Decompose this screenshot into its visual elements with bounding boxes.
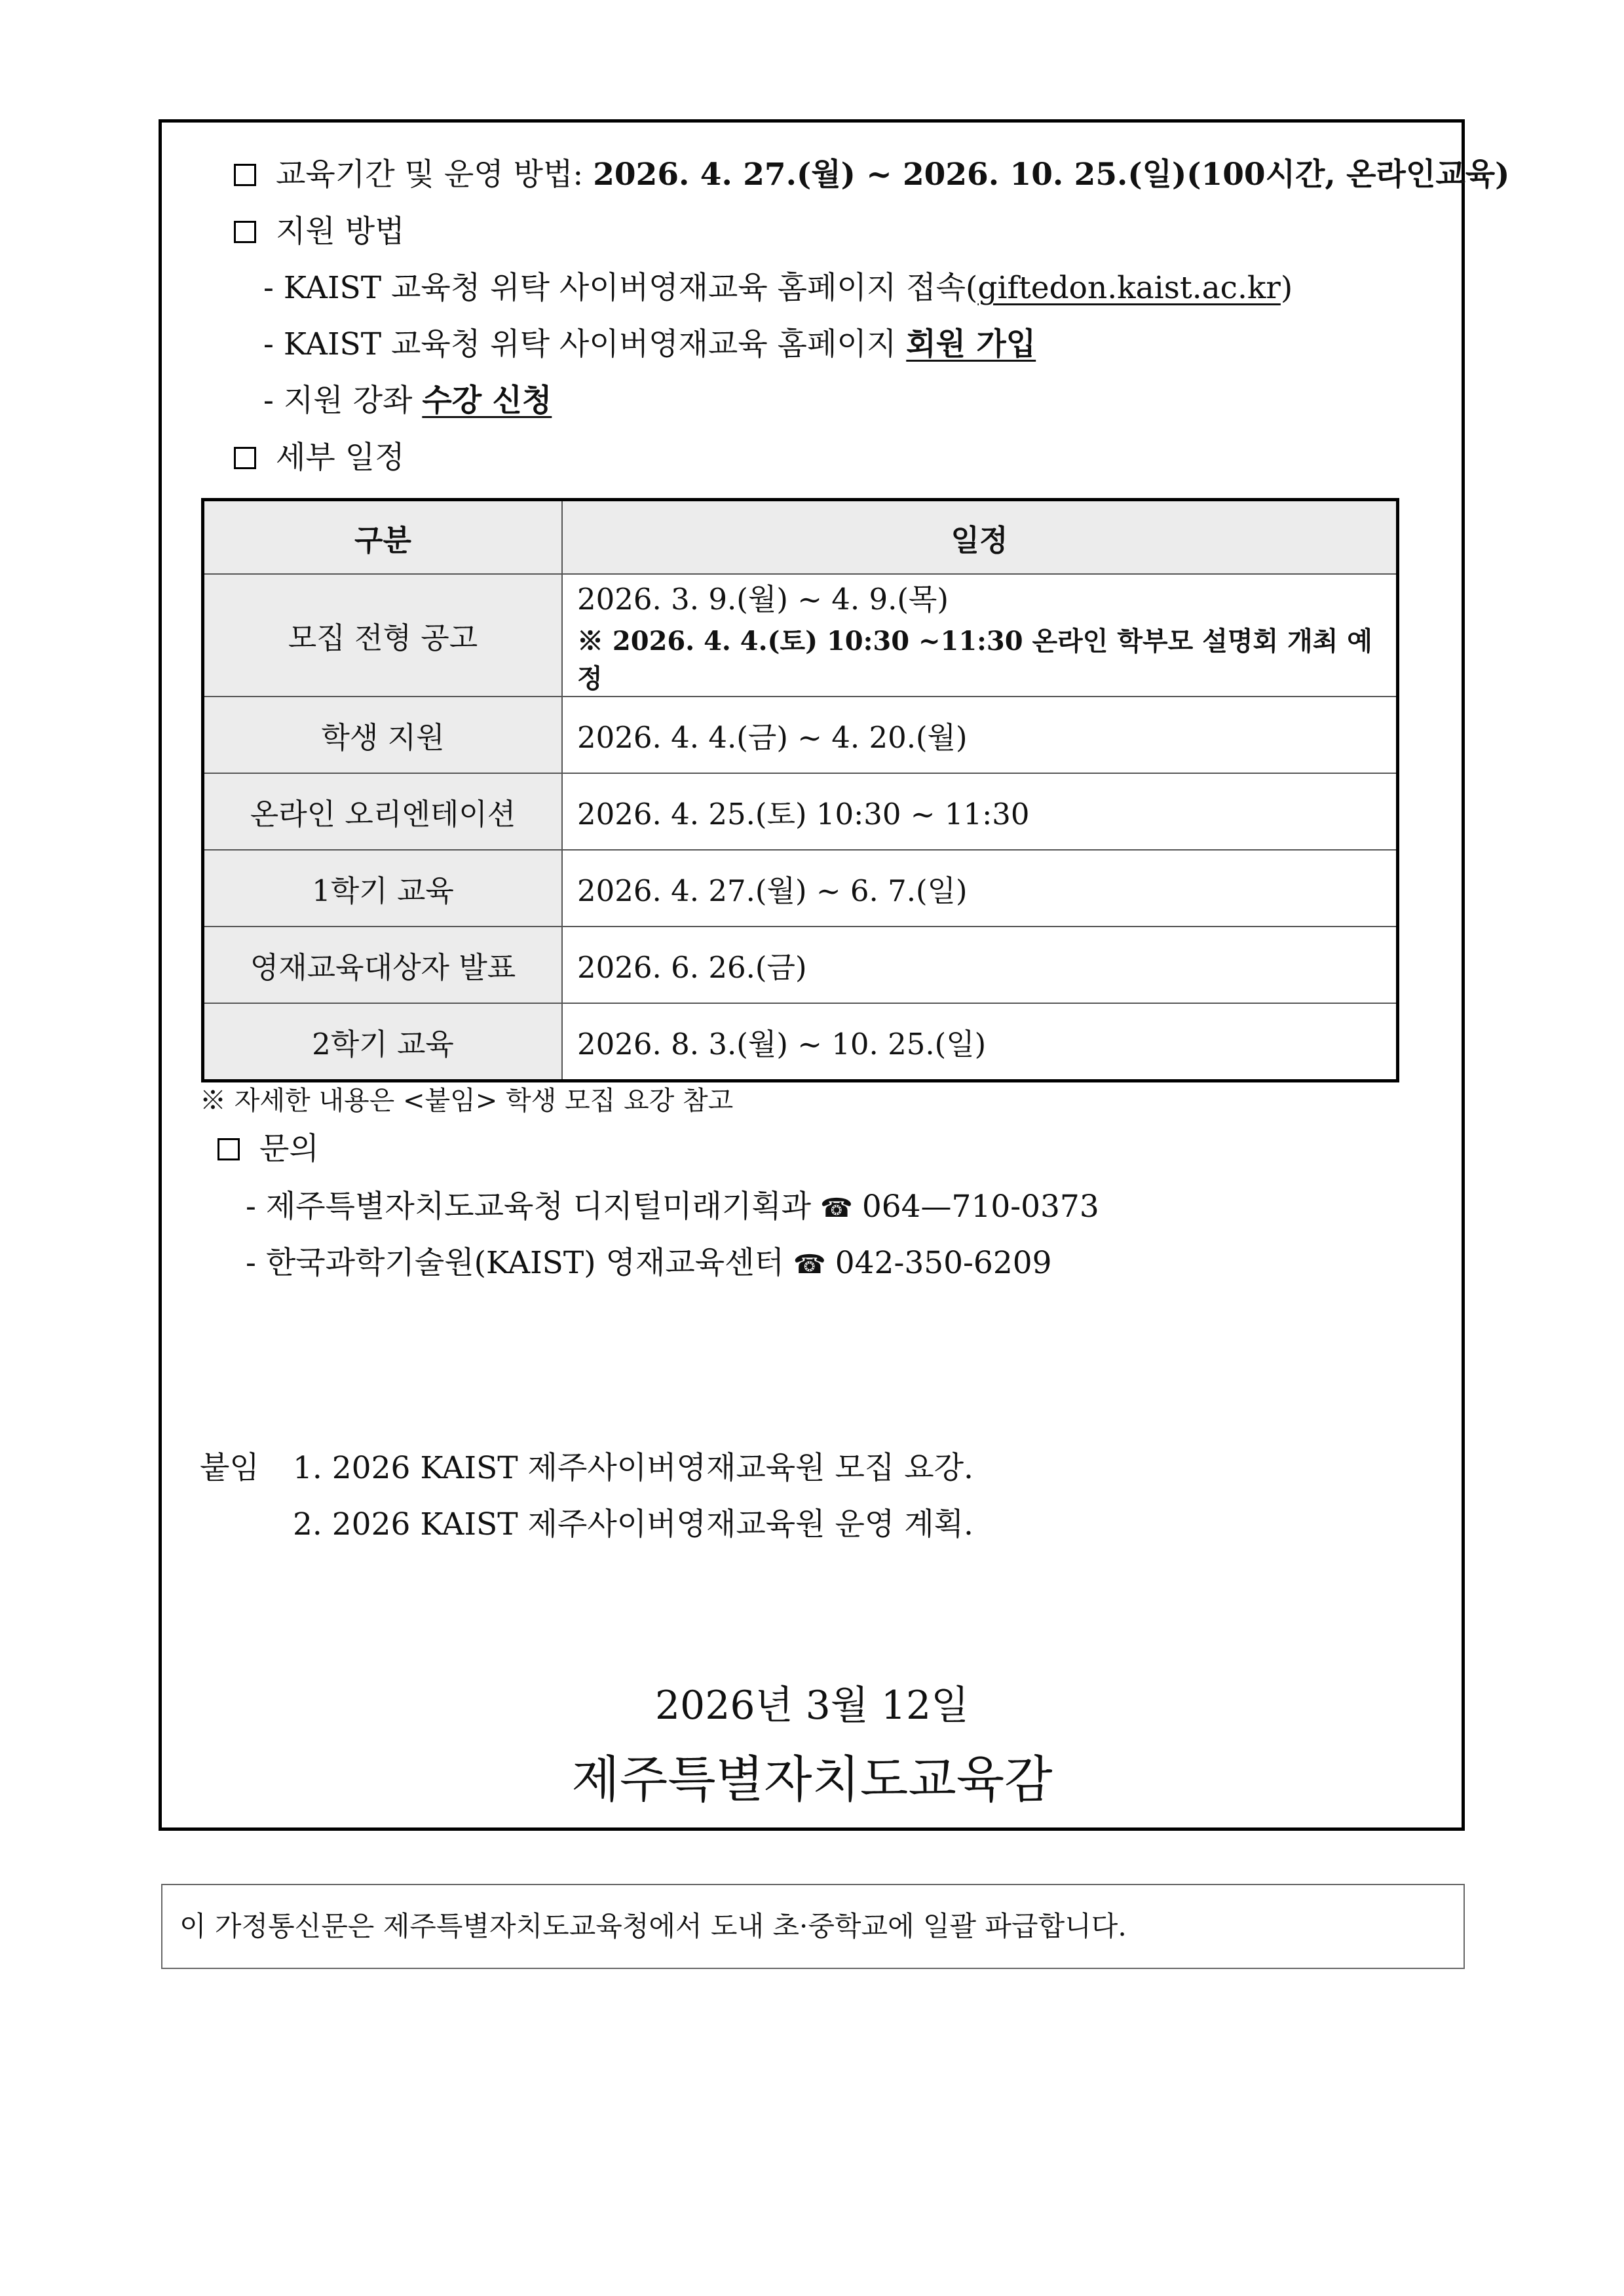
- row-category: 온라인 오리엔테이션: [203, 773, 563, 850]
- attachments-label: 붙임: [200, 1450, 259, 1486]
- apply-heading-text: 지원 방법: [276, 214, 405, 250]
- education-period-line: [234, 157, 1509, 193]
- reference-note: ※ 자세한 내용은 <붙임> 학생 모집 요강 참고: [200, 1086, 734, 1116]
- table-row: [203, 697, 1398, 773]
- phone-icon: ☎: [820, 1193, 853, 1223]
- row-category: 학생 지원: [203, 697, 563, 773]
- row-category: 영재교육대상자 발표: [203, 927, 563, 1003]
- contact-office-1: - 제주특별자치도교육청 디지털미래기획과: [246, 1189, 811, 1225]
- row-date: [562, 574, 1398, 697]
- contact-heading: [217, 1132, 319, 1167]
- row-date: 2026. 4. 27.(월) ~ 6. 7.(일): [562, 850, 1398, 927]
- header-date: 일정: [562, 500, 1398, 575]
- issue-date: 2026년 3월 12일: [654, 1683, 970, 1729]
- header-category: 구분: [203, 500, 563, 575]
- checkbox-square-icon: [234, 447, 256, 469]
- row-date: 2026. 6. 26.(금): [562, 927, 1398, 1003]
- row-category: 1학기 교육: [203, 850, 563, 927]
- member-signup-emphasis: 회원 가입: [906, 326, 1036, 362]
- table-row: [203, 850, 1398, 927]
- checkbox-square-icon: [234, 221, 256, 243]
- row-date-text: 2026. 3. 9.(월) ~ 4. 9.(목): [577, 582, 949, 617]
- contact-phone-2: 042-350-6209: [835, 1245, 1052, 1281]
- contact-office-2: - 한국과학기술원(KAIST) 영재교육센터: [246, 1245, 784, 1281]
- table-row: [203, 1003, 1398, 1081]
- parent-briefing-note: ※ 2026. 4. 4.(토) 10:30 ~11:30 온라인 학부모 설명회 개최 예정: [577, 626, 1372, 694]
- attachment-item-2: 2. 2026 KAIST 제주사이버영재교육원 운영 계획.: [293, 1506, 973, 1542]
- table-row: [203, 574, 1398, 697]
- table-row: [203, 773, 1398, 850]
- period-label: 교육기간 및 운영 방법:: [276, 157, 584, 193]
- apply-step-1-text: - KAIST 교육청 위탁 사이버영재교육 홈페이지 접속(: [263, 270, 978, 306]
- phone-icon: ☎: [793, 1250, 826, 1280]
- checkbox-square-icon: [234, 164, 256, 186]
- apply-step-1: [263, 271, 1293, 306]
- row-category: 2학기 교육: [203, 1003, 563, 1081]
- apply-step-3: [263, 383, 552, 419]
- apply-step-3-text: - 지원 강좌: [263, 383, 413, 419]
- attachment-item-1: 1. 2026 KAIST 제주사이버영재교육원 모집 요강.: [293, 1450, 973, 1486]
- apply-step-1-suffix: ): [1280, 270, 1293, 306]
- homepage-link[interactable]: giftedon.kaist.ac.kr: [977, 270, 1281, 306]
- checkbox-square-icon: [217, 1138, 240, 1160]
- apply-method-heading: [234, 214, 405, 250]
- period-value: 2026. 4. 27.(월) ~ 2026. 10. 25.(일)(100시간, 온라인교육): [593, 157, 1510, 193]
- row-date: 2026. 4. 4.(금) ~ 4. 20.(월): [562, 697, 1398, 773]
- distribution-footer: 이 가정통신문은 제주특별자치도교육청에서 도내 초·중학교에 일괄 파급합니다.: [161, 1884, 1465, 1969]
- contact-heading-text: 문의: [259, 1131, 319, 1167]
- issuer-organization: 제주특별자치도교육감: [571, 1750, 1053, 1808]
- row-date: 2026. 4. 25.(토) 10:30 ~ 11:30: [562, 773, 1398, 850]
- table-row: [203, 927, 1398, 1003]
- contact-line-2: [246, 1246, 1052, 1281]
- schedule-table: [201, 498, 1399, 1082]
- row-date: 2026. 8. 3.(월) ~ 10. 25.(일): [562, 1003, 1398, 1081]
- schedule-header-row: [203, 500, 1398, 575]
- contact-phone-1: 064—710-0373: [861, 1189, 1099, 1225]
- row-category: 모집 전형 공고: [203, 574, 563, 697]
- schedule-heading: [234, 440, 405, 476]
- schedule-heading-text: 세부 일정: [276, 440, 405, 476]
- apply-step-2-text: - KAIST 교육청 위탁 사이버영재교육 홈페이지: [263, 326, 897, 362]
- course-registration-emphasis: 수강 신청: [422, 383, 552, 419]
- apply-step-2: [263, 327, 1036, 362]
- contact-line-1: [246, 1189, 1099, 1225]
